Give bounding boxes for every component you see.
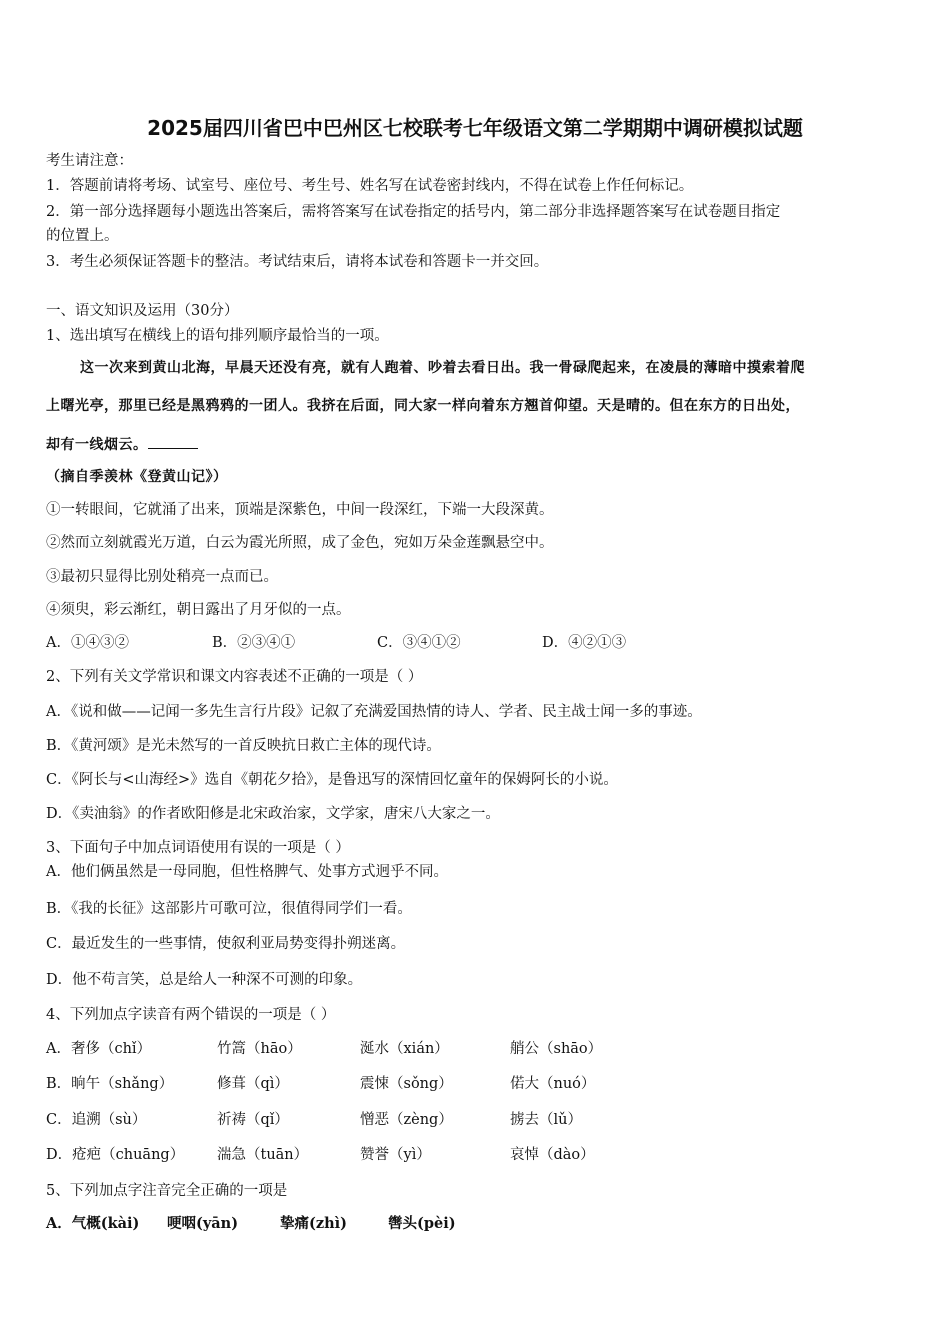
q5-stem: 5、下列加点字注音完全正确的一项是 <box>46 1183 288 1199</box>
q1-option-a: A．①④③② <box>46 635 129 651</box>
q3-option-d: D．他不苟言笑，总是给人一种深不可测的印象。 <box>46 972 363 988</box>
q4-b-item-3: 震悚（sǒng） <box>360 1076 453 1092</box>
q1-option-d: D．④②①③ <box>542 635 627 651</box>
q4-stem: 4、下列加点字读音有两个错误的一项是（ ） <box>46 1007 336 1023</box>
q4-d-item-2: 湍急（tuān） <box>217 1147 309 1163</box>
q1-passage-line-3 <box>46 434 198 455</box>
q4-a-item-1: A．奢侈（chǐ） <box>46 1041 152 1057</box>
notice-item-2-cont: 的位置上。 <box>46 228 119 244</box>
notice-heading: 考生请注意： <box>46 153 133 169</box>
notice-item-1: 1．答题前请将考场、试室号、座位号、考生号、姓名写在试卷密封线内，不得在试卷上作任何标记。 <box>46 178 694 194</box>
q1-option-b: B．②③④① <box>212 635 296 651</box>
q1-sentence-2: ②然而立刻就霞光万道，白云为霞光所照，成了金色，宛如万朵金莲飘悬空中。 <box>46 535 554 551</box>
q4-c-item-4: 掳去（lǔ） <box>510 1112 582 1128</box>
q1-passage-line-1: 这一次来到黄山北海，早晨天还没有亮，就有人跑着、吵着去看日出。我一骨碌爬起来，在凌晨的薄暗中摸索着爬 <box>80 360 805 376</box>
page-title: 2025届四川省巴中巴州区七校联考七年级语文第二学期期中调研模拟试题 <box>147 116 803 140</box>
q1-stem: 1、选出填写在横线上的语句排列顺序最恰当的一项。 <box>46 328 389 344</box>
notice-item-3: 3．考生必须保证答题卡的整洁。考试结束后，请将本试卷和答题卡一并交回。 <box>46 254 549 270</box>
q4-b-item-4: 偌大（nuó） <box>510 1076 596 1092</box>
q2-stem: 2、下列有关文学常识和课文内容表述不正确的一项是（ ） <box>46 669 423 685</box>
q3-option-c: C．最近发生的一些事情，使叙利亚局势变得扑朔迷离。 <box>46 936 406 952</box>
q1-source: （摘自季羡林《登黄山记》） <box>46 469 228 485</box>
q4-a-item-2: 竹篙（hāo） <box>217 1041 302 1057</box>
q1-passage-line-2: 上曙光亭，那里已经是黑鸦鸦的一团人。我挤在后面，同大家一样向着东方翘首仰望。天是晴的。但在东方的日出处， <box>46 398 800 414</box>
q4-d-item-1: D．疮疤（chuāng） <box>46 1147 185 1163</box>
q2-option-a: A．《说和做——记闻一多先生言行片段》记叙了充满爱国热情的诗人、学者、民主战士闻一多的事迹。 <box>46 704 702 720</box>
q2-option-b: B．《黄河颂》是光未然写的一首反映抗日救亡主体的现代诗。 <box>46 738 441 754</box>
q1-passage-text: 却有一线烟云。 <box>46 437 148 453</box>
notice-item-2: 2．第一部分选择题每小题选出答案后，需将答案写在试卷指定的括号内，第二部分非选择题答案写在试卷题目指定 <box>46 204 781 220</box>
q4-b-item-1: B．晌午（shǎng） <box>46 1076 174 1092</box>
q1-sentence-1: ①一转眼间，它就涌了出来，顶端是深紫色，中间一段深红，下端一大段深黄。 <box>46 502 554 518</box>
q4-d-item-4: 哀悼（dào） <box>510 1147 595 1163</box>
answer-blank <box>148 434 198 449</box>
q4-c-item-2: 祈祷（qǐ） <box>217 1112 289 1128</box>
q3-option-a: A．他们俩虽然是一母同胞，但性格脾气、处事方式迥乎不同。 <box>46 864 448 880</box>
q2-option-c: C．《阿长与<山海经>》选自《朝花夕拾》，是鲁迅写的深情回忆童年的保姆阿长的小说。 <box>46 772 618 788</box>
q5-a-item-2: 哽咽(yān) <box>167 1215 239 1232</box>
q5-a-item-4: 辔头(pèi) <box>388 1215 456 1232</box>
section-heading: 一、语文知识及运用（30分） <box>46 303 239 319</box>
q4-c-item-3: 憎恶（zèng） <box>360 1112 453 1128</box>
q5-a-item-3: 挚痛(zhì) <box>280 1215 348 1232</box>
q4-c-item-1: C．追溯（sù） <box>46 1112 147 1128</box>
q5-a-item-1: A．气概(kài) <box>46 1215 140 1232</box>
q1-sentence-4: ④须臾，彩云渐红，朝日露出了月牙似的一点。 <box>46 602 351 618</box>
q2-option-d: D．《卖油翁》的作者欧阳修是北宋政治家，文学家，唐宋八大家之一。 <box>46 806 500 822</box>
q4-a-item-3: 涎水（xián） <box>360 1041 449 1057</box>
q1-option-c: C．③④①② <box>377 635 461 651</box>
q3-stem: 3、下面句子中加点词语使用有误的一项是（ ） <box>46 840 350 856</box>
q3-option-b: B．《我的长征》这部影片可歌可泣，很值得同学们一看。 <box>46 901 412 917</box>
q4-a-item-4: 艄公（shāo） <box>510 1041 603 1057</box>
q1-sentence-3: ③最初只显得比别处稍亮一点而已。 <box>46 569 278 585</box>
q4-b-item-2: 修葺（qì） <box>217 1076 289 1092</box>
q4-d-item-3: 赞誉（yì） <box>360 1147 431 1163</box>
